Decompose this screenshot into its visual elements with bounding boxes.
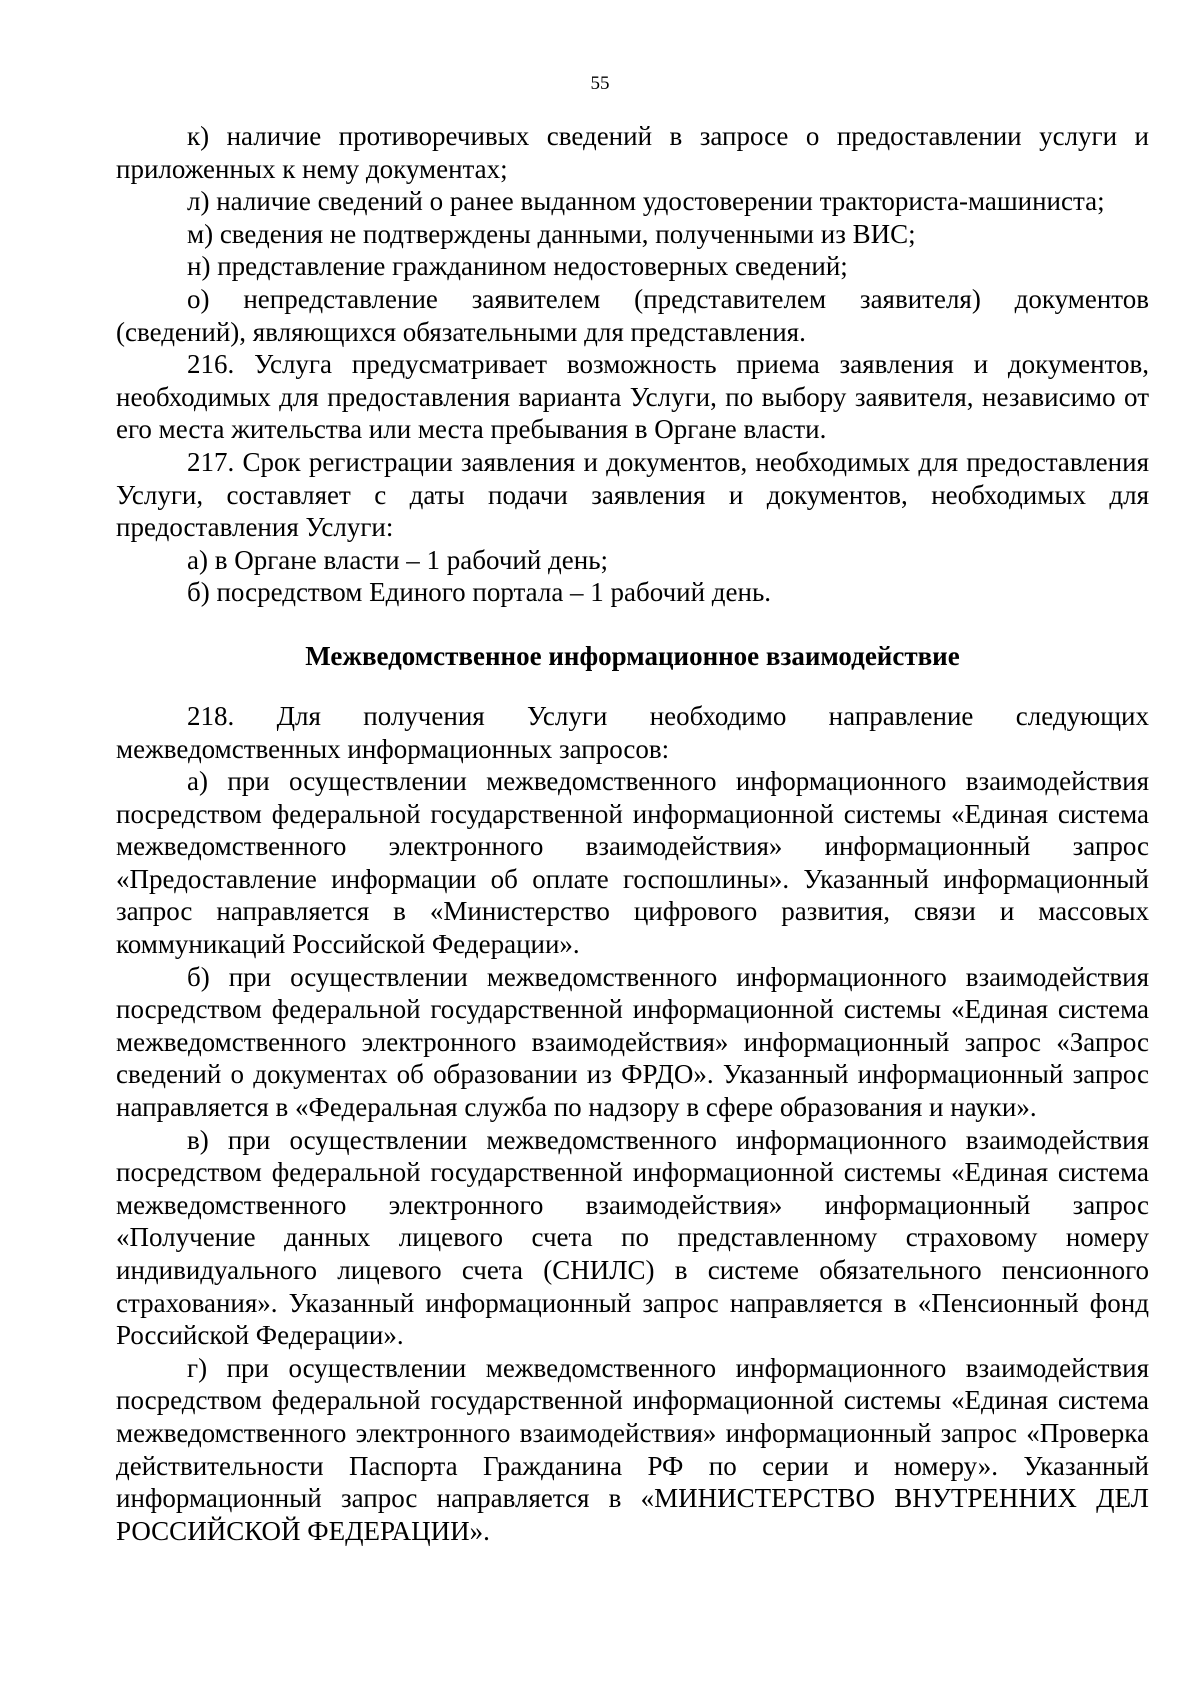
paragraph-217-b: б) посредством Единого портала – 1 рабочий день.: [187, 577, 772, 608]
paragraph-218: 218. Для получения Услуги необходимо направление следующих межведомственных информационных запросов:: [116, 700, 1149, 764]
paragraph-217: 217. Срок регистрации заявления и документов, необходимых для предоставления Услуги, составляет с даты подачи заявления и документов, необходимых для предоставления Услуги:: [116, 446, 1149, 543]
page-number: 55: [590, 73, 610, 94]
paragraph-216: 216. Услуга предусматривает возможность приема заявления и документов, необходимых для предоставления варианта Услуги, по выбору заявителя, независимо от его места жительства или места пребывания в Органе власти.: [116, 349, 1149, 445]
paragraph-item-o: о) непредставление заявителем (представителем заявителя) документов (сведений), являющихся обязательными для представления.: [116, 283, 1149, 347]
paragraph-218-a: а) при осуществлении межведомственного информационного взаимодействия посредством федеральной государственной информационной системы «Единая система межведомственного электронного взаимодействия» информационный запрос «Предоставление информации об оплате госпошлины». Указанный информационный запрос направляется в «Министерство цифрового развития, связи и массовых коммуникаций Российской Федерации».: [116, 766, 1149, 960]
document-body: [116, 120, 1149, 1547]
paragraph-218-g: г) при осуществлении межведомственного информационного взаимодействия посредством федеральной государственной информационной системы «Единая система межведомственного электронного взаимодействия» информационный запрос «Проверка действительности Паспорта Гражданина РФ по серии и номеру». Указанный информационный запрос направляется в «МИНИСТЕРСТВО ВНУТРЕННИХ ДЕЛ РОССИЙСКОЙ ФЕДЕРАЦИИ».: [116, 1352, 1149, 1546]
paragraph-item-m: м) сведения не подтверждены данными, полученными из ВИС;: [187, 218, 916, 249]
paragraph-item-k: к) наличие противоречивых сведений в запросе о предоставлении услуги и приложенных к нему документах;: [116, 121, 1149, 184]
paragraph-217-a: а) в Органе власти – 1 рабочий день;: [187, 544, 609, 575]
paragraph-218-b: б) при осуществлении межведомственного информационного взаимодействия посредством федеральной государственной информационной системы «Единая система межведомственного электронного взаимодействия» информационный запрос «Запрос сведений о документах об образовании из ФРДО». Указанный информационный запрос направляется в «Федеральная служба по надзору в сфере образования и науки».: [116, 961, 1149, 1123]
section-heading: Межведомственное информационное взаимодействие: [305, 640, 960, 671]
paragraph-item-n: н) представление гражданином недостоверных сведений;: [187, 251, 848, 282]
paragraph-item-l: л) наличие сведений о ранее выданном удостоверении тракториста-машиниста;: [187, 186, 1105, 217]
paragraph-218-v: в) при осуществлении межведомственного информационного взаимодействия посредством федеральной государственной информационной системы «Единая система межведомственного электронного взаимодействия» информационный запрос «Получение данных лицевого счета по представленному страховому номеру индивидуального лицевого счета (СНИЛС) в системе обязательного пенсионного страхования». Указанный информационный запрос направляется в «Пенсионный фонд Российской Федерации».: [116, 1124, 1149, 1351]
